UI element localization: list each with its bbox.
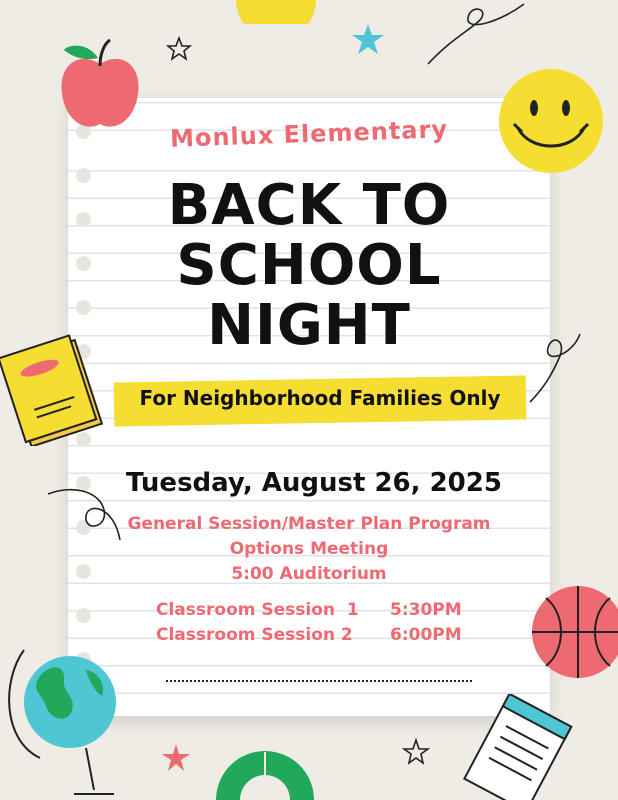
general-session-line-3: 5:00 Auditorium [231, 564, 387, 584]
classroom-session-2-label: Classroom Session 2 [156, 625, 353, 645]
apple-icon [58, 36, 142, 136]
pink-star-icon [160, 742, 192, 774]
star-outline-icon [402, 738, 430, 766]
classroom-session-2-time: 6:00PM [390, 625, 462, 645]
binder-hole [76, 608, 91, 623]
general-session-line-1: General Session/Master Plan Program [127, 514, 491, 534]
star-outline-icon [166, 36, 192, 62]
title-line-2: SCHOOL [176, 233, 442, 298]
classroom-session-1-label: Classroom Session 1 [156, 600, 359, 620]
dotted-divider [166, 680, 472, 682]
basketball-icon [526, 584, 618, 684]
yellow-circle-decoration [236, 0, 316, 24]
title-line-1: BACK TO [167, 173, 451, 238]
notepad-icon [456, 694, 576, 800]
protractor-icon [212, 744, 318, 800]
general-session-line-2: Options Meeting [229, 539, 389, 559]
title-line-3: NIGHT [207, 293, 411, 358]
globe-icon [6, 640, 136, 800]
event-date: Tuesday, August 26, 2025 [126, 468, 502, 498]
school-name: Monlux Elementary [169, 115, 449, 153]
squiggle-decoration [420, 0, 530, 70]
teal-star-icon [350, 22, 386, 58]
binder-hole [76, 564, 91, 579]
squiggle-decoration [44, 484, 124, 544]
classroom-session-1-time: 5:30PM [390, 600, 462, 620]
audience-note: For Neighborhood Families Only [139, 386, 501, 410]
